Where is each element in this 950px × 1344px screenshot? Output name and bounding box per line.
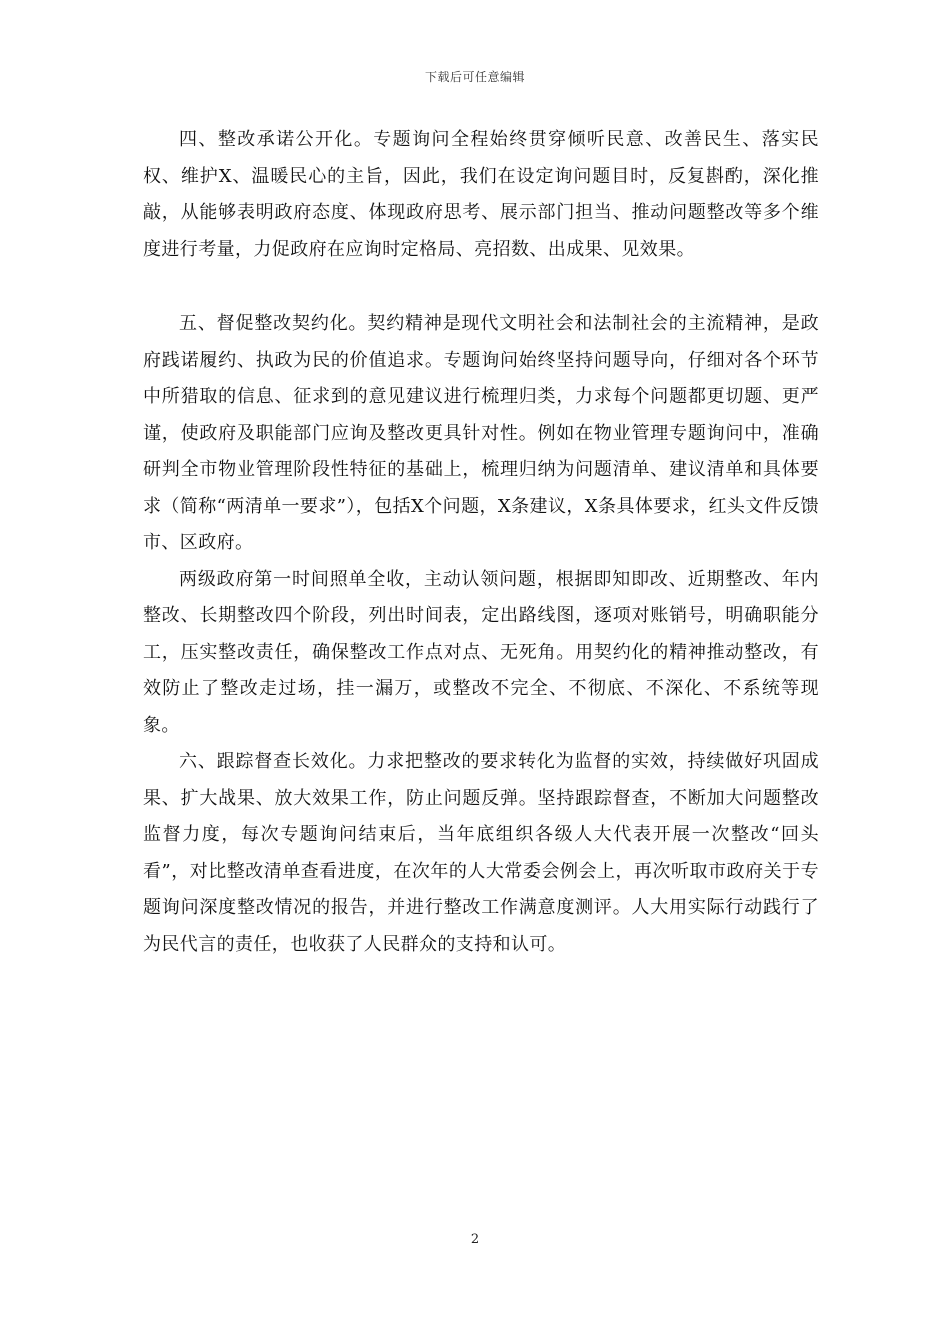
paragraph-section-six: 六、跟踪督查长效化。力求把整改的要求转化为监督的实效，持续做好巩固成果、扩大战果、放大效果工作，防止问题反弹。坚持跟踪督查，不断加大问题整改监督力度，每次专题询问结束后，当年底组织各级人大代表开展一次整改“回头看”，对比整改清单查看进度，在次年的人大常委会例会上，再次听取市政府关于专题询问深度整改情况的报告，并进行整改工作满意度测评。人大用实际行动践行了为民代言的责任，也收获了人民群众的支持和认可。 [143, 751, 819, 955]
paragraph-section-four: 四、整改承诺公开化。专题询问全程始终贯穿倾听民意、改善民生、落实民权、维护X、温暖民心的主旨，因此，我们在设定询问题目时，反复斟酌，深化推敲，从能够表明政府态度、体现政府思考、展示部门担当、推动问题整改等多个维度进行考量，力促政府在应询时定格局、亮招数、出成果、见效果。 [143, 129, 819, 260]
page-number: 2 [470, 1232, 480, 1247]
page-header: 下载后可任意编辑 [424, 70, 525, 84]
paragraph-two-level-government: 两级政府第一时间照单全收，主动认领问题，根据即知即改、近期整改、年内整改、长期整改四个阶段，列出时间表，定出路线图，逐项对账销号，明确职能分工，压实整改责任，确保整改工作点对点、无死角。用契约化的精神推动整改，有效防止了整改走过场，挂一漏万，或整改不完全、不彻底、不深化、不系统等现象。 [143, 568, 819, 736]
document-body [143, 122, 819, 963]
paragraph-section-five: 五、督促整改契约化。契约精神是现代文明社会和法制社会的主流精神，是政府践诺履约、执政为民的价值追求。专题询问始终坚持问题导向，仔细对各个环节中所猎取的信息、征求到的意见建议进行梳理归类，力求每个问题都更切题、更严谨，使政府及职能部门应询及整改更具针对性。例如在物业管理专题询问中，准确研判全市物业管理阶段性特征的基础上，梳理归纳为问题清单、建议清单和具体要求（简称“两清单一要求”），包括X个问题，X条建议，X条具体要求，红头文件反馈市、区政府。 [143, 313, 819, 553]
